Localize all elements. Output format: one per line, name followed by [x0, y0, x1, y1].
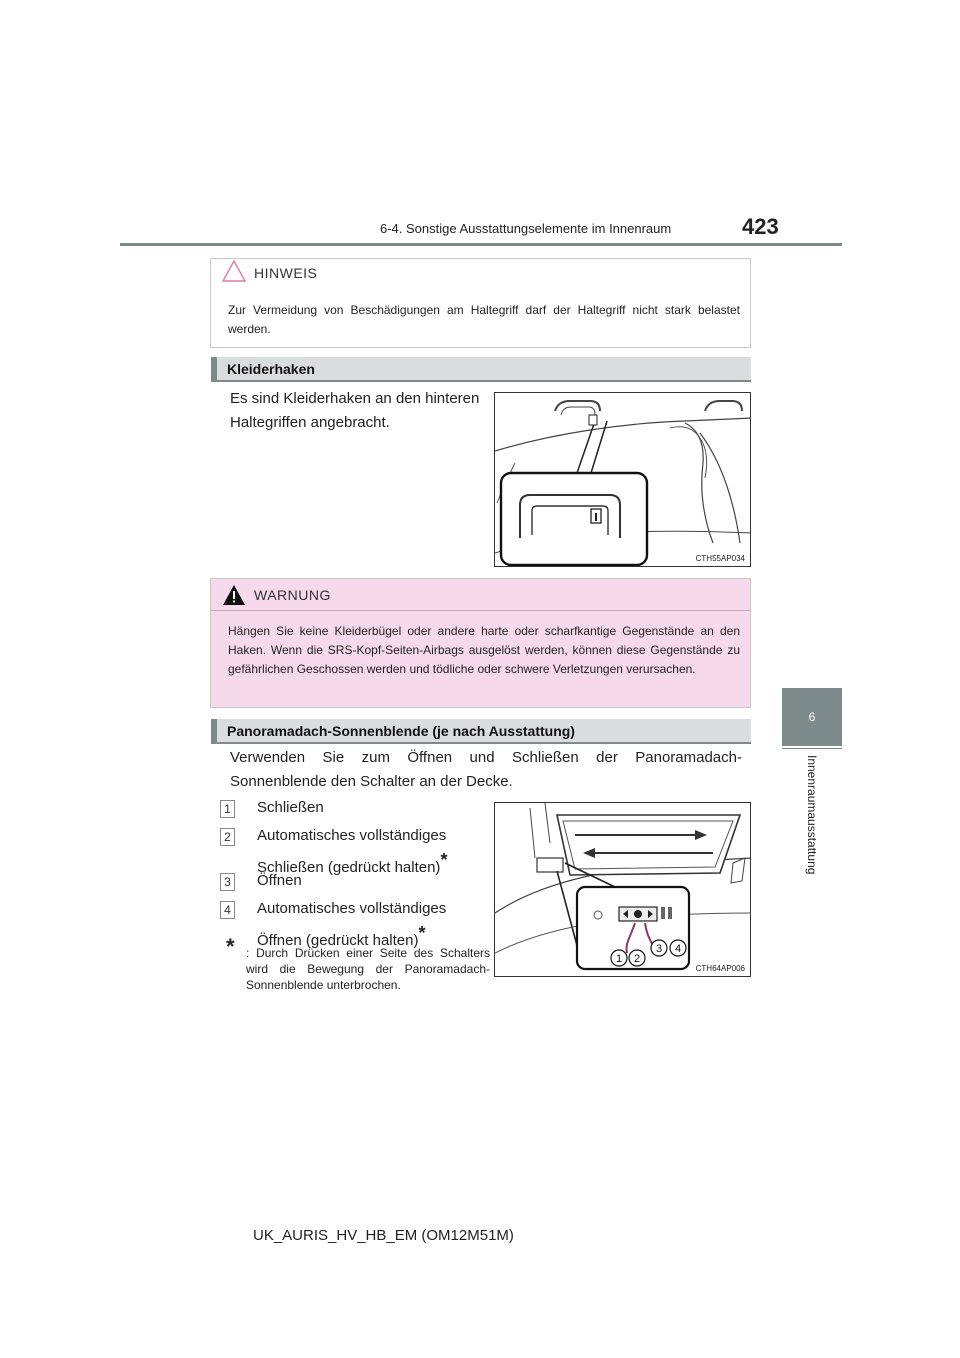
notice-title: HINWEIS — [254, 265, 318, 281]
callout-label: 1 — [615, 953, 623, 965]
chapter-tab-label: Innenraumausstattung — [805, 755, 819, 875]
footer-doc-id: UK_AURIS_HV_HB_EM (OM12M51M) — [253, 1227, 514, 1244]
step-label: Schließen — [257, 799, 324, 816]
callout-label: 3 — [655, 943, 663, 955]
step-number: 3 — [220, 873, 235, 891]
callout-label: 4 — [674, 943, 682, 955]
step-item — [216, 897, 488, 949]
step-number: 1 — [220, 800, 235, 818]
section-heading-panorama-shade: Panoramadach-Sonnenblende (je nach Ausstattung) — [211, 719, 751, 744]
warning-divider — [211, 610, 750, 611]
panorama-shade-text: Verwenden Sie zum Öffnen und Schließen der Panoramadach-Sonnenblende den Schalter an der Decke. — [230, 749, 742, 790]
footnote-marker: * — [418, 923, 426, 943]
figure-code: CTH55AP034 — [695, 554, 745, 563]
callout-label: 2 — [633, 953, 641, 965]
step-label-text: Automatisches vollständiges Öffnen (gedrückt halten) — [257, 900, 447, 949]
warning-title: WARNUNG — [254, 587, 331, 603]
step-item — [216, 824, 488, 876]
header-rule — [120, 243, 842, 246]
caution-outline-icon — [222, 260, 246, 287]
figure-code: CTH64AP006 — [695, 964, 745, 973]
step-label: Öffnen — [257, 872, 302, 889]
clothes-hook-illustration — [494, 392, 751, 567]
section-heading-clothes-hooks: Kleiderhaken — [211, 357, 751, 382]
step-label-text: Automatisches vollständiges Schließen (gedrückt halten) — [257, 827, 447, 876]
page-number: 423 — [742, 214, 779, 239]
header-section-title: 6-4. Sonstige Ausstattungselemente im Innenraum — [380, 221, 672, 236]
warning-icon — [222, 584, 246, 611]
chapter-tab-label-wrap — [782, 755, 842, 895]
chapter-tab-rule — [782, 748, 842, 749]
chapter-tab-number: 6 — [808, 710, 816, 724]
panorama-switch-illustration — [494, 802, 751, 977]
footnote-text: : Durch Drücken einer Seite des Schalters wird die Bewegung der Panoramadach-Sonnenblende unterbrochen. — [246, 946, 490, 992]
step-number: 4 — [220, 901, 235, 919]
footnote-star: * — [226, 934, 235, 959]
step-number: 2 — [220, 828, 235, 846]
notice-text: Zur Vermeidung von Beschädigungen am Haltegriff darf der Haltegriff nicht stark belastet werden. — [228, 303, 740, 336]
clothes-hooks-text: Es sind Kleiderhaken an den hinteren Haltegriffen angebracht. — [230, 390, 480, 431]
footnote-marker: * — [440, 850, 448, 870]
warning-text: Hängen Sie keine Kleiderbügel oder andere harte oder scharfkantige Gegenstände an den Haken. Wenn die SRS-Kopf-Seiten-Airbags ausgelöst werden, können diese Gegenstände zu gefährlichen Geschossen werden und tödliche oder schwere Verletzungen verursachen. — [228, 624, 740, 676]
